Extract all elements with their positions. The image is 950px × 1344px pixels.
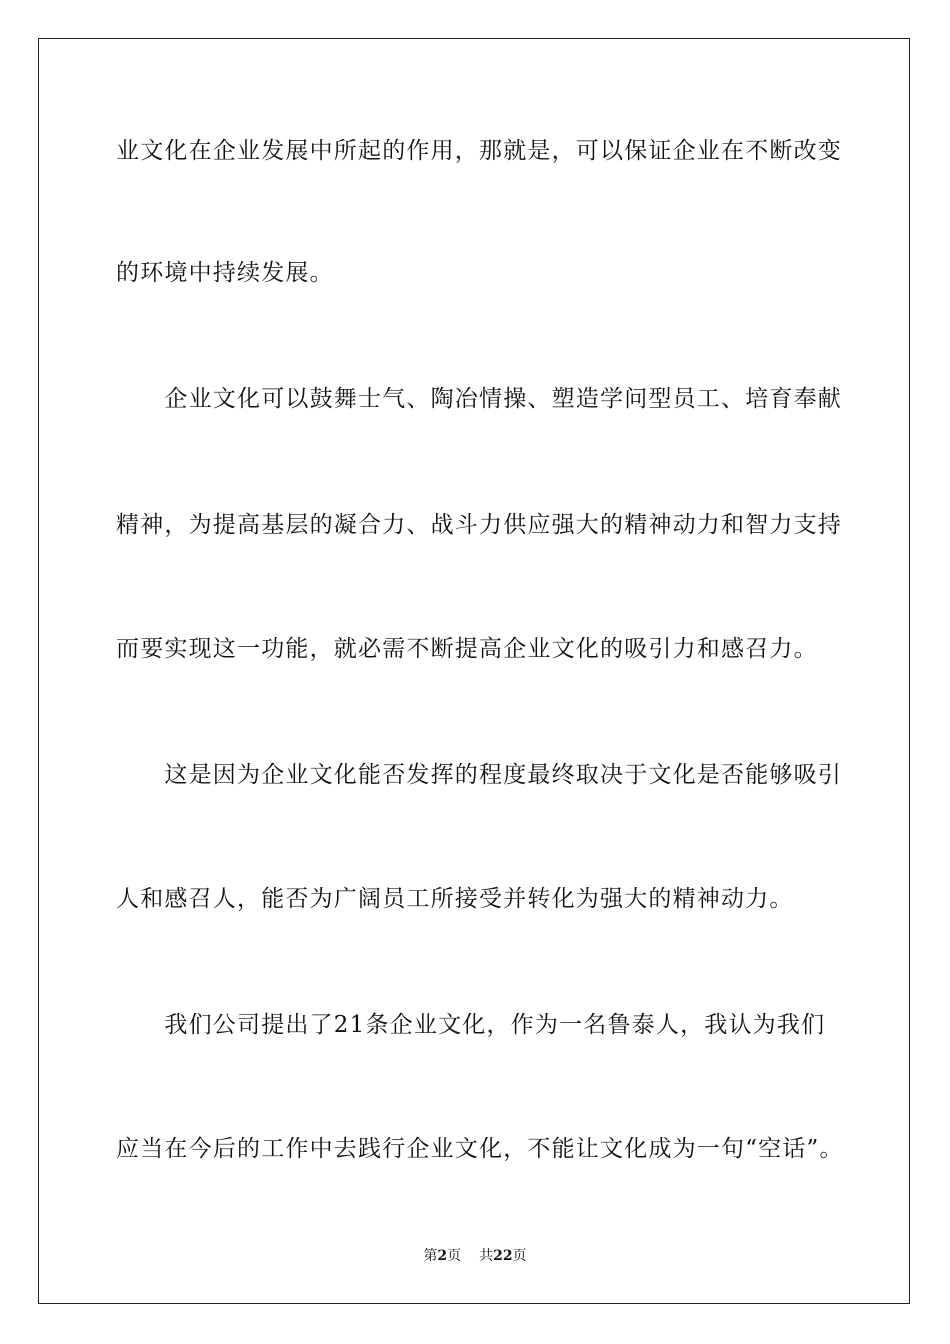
page-suffix: 页 <box>447 1248 462 1264</box>
body-line-2: 的环境中持续发展。 <box>116 260 334 286</box>
total-pages: 22 <box>493 1248 513 1264</box>
body-line-9: 应当在今后的工作中去践行企业文化，不能让文化成为一句“空话”。 <box>116 1136 844 1162</box>
body-line-3: 企业文化可以鼓舞士气、陶冶情操、塑造学问型员工、培育奉献 <box>116 386 842 412</box>
total-prefix: 共 <box>479 1248 494 1264</box>
body-line-7: 人和感召人，能否为广阔员工所接受并转化为强大的精神动力。 <box>116 886 794 912</box>
body-line-1: 业文化在企业发展中所起的作用，那就是，可以保证企业在不断改变 <box>116 138 842 164</box>
body-line-6: 这是因为企业文化能否发挥的程度最终取决于文化是否能够吸引 <box>116 762 842 788</box>
body-line-4: 精神，为提高基层的凝合力、战斗力供应强大的精神动力和智力支持 <box>116 512 842 538</box>
page-frame <box>38 38 910 1304</box>
page-number: 2 <box>437 1248 448 1264</box>
total-suffix: 页 <box>512 1248 527 1264</box>
page-prefix: 第 <box>423 1248 438 1264</box>
body-line-8: 我们公司提出了21条企业文化，作为一名鲁泰人，我认为我们 <box>116 1012 826 1038</box>
body-line-5: 而要实现这一功能，就必需不断提高企业文化的吸引力和感召力。 <box>116 636 818 662</box>
page-footer <box>0 1247 950 1265</box>
